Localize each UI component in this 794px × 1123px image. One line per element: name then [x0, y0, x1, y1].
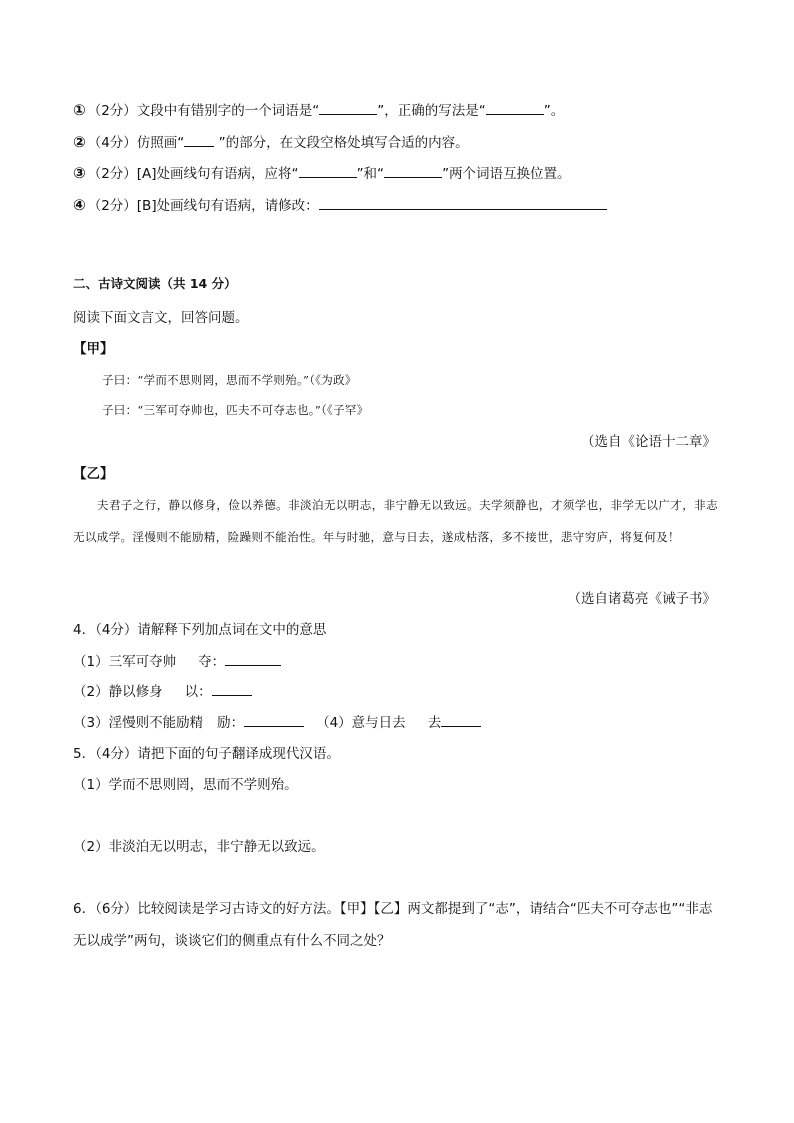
sub-question-3-number: ③: [73, 164, 86, 182]
sub-question-2: ② （4分）仿照画“ ”的部分，在文段空格处填写合适的内容。: [73, 133, 469, 151]
sub-question-3: ③ （2分）[A]处画线句有语病，应将“ ”和“ ”两个词语互换位置。: [73, 164, 571, 182]
answer-blank[interactable]: [299, 165, 357, 178]
passage-yi-text: 夫君子之行，静以修身，俭以养德。非淡泊无以明志，非宁静无以致远。夫学须静也，才须学也，非学无以广才，非志无以成学。淫慢则不能励精，险躁则不能治性。年与时驰，意与日去，遂成枯落，多不接世，悲守穷庐，将复何及！: [73, 498, 718, 544]
question-6-stem: 6．（6分）比较阅读是学习古诗文的好方法。【甲】【乙】两文都提到了“志”，请结合“匹夫不可夺志也”“非志无以成学”两句，谈谈它们的侧重点有什么不同之处？: [73, 901, 713, 949]
answer-blank[interactable]: [486, 102, 544, 115]
sub-question-4-number: ④: [73, 196, 86, 214]
answer-blank[interactable]: [319, 102, 377, 115]
sub-question-4: ④ （2分）[B]处画线句有语病，请修改：: [73, 196, 607, 215]
question-4-item-1: （1）三军可夺帅 夺：: [73, 653, 281, 671]
answer-blank[interactable]: [384, 165, 442, 178]
answer-blank[interactable]: [212, 683, 252, 696]
passage-yi-source: （选自诸葛亮《诫子书》: [567, 591, 716, 607]
question-4-item-3: （3）淫慢则不能励精 励： （4）意与日去 去: [73, 714, 481, 732]
passage-jia-line: 子曰：“学而不思则罔，思而不学则殆。”（《为政》: [102, 373, 357, 387]
passage-jia-line: 子曰：“三军可夺帅也，匹夫不可夺志也。”（《子罕》: [102, 403, 369, 417]
question-5-stem: 5．（4分）请把下面的句子翻译成现代汉语。: [73, 746, 340, 762]
sub-question-1-number: ①: [73, 101, 86, 119]
section-intro: 阅读下面文言文，回答问题。: [73, 310, 249, 326]
answer-blank[interactable]: [244, 714, 304, 727]
question-4-item-2: （2）静以修身 以：: [73, 683, 252, 701]
answer-blank[interactable]: [441, 714, 481, 727]
question-5-item-1: （1）学而不思则罔，思而不学则殆。: [73, 777, 298, 793]
passage-yi-label: 【乙】: [73, 466, 114, 482]
question-5-item-2: （2）非淡泊无以明志，非宁静无以致远。: [73, 839, 325, 855]
answer-blank[interactable]: [184, 134, 214, 147]
answer-line[interactable]: [319, 197, 607, 210]
passage-jia-label: 【甲】: [73, 341, 114, 357]
sub-question-1: ① （2分）文段中有错别字的一个词语是“ ”，正确的写法是“ ”。: [73, 101, 565, 119]
passage-jia-source: （选自《论语十二章》: [581, 434, 716, 450]
section-title: 二、古诗文阅读（共 14 分）: [73, 276, 237, 291]
answer-blank[interactable]: [225, 653, 281, 666]
question-4-stem: 4．（4分）请解释下列加点词在文中的意思: [73, 622, 327, 638]
sub-question-2-number: ②: [73, 133, 86, 151]
